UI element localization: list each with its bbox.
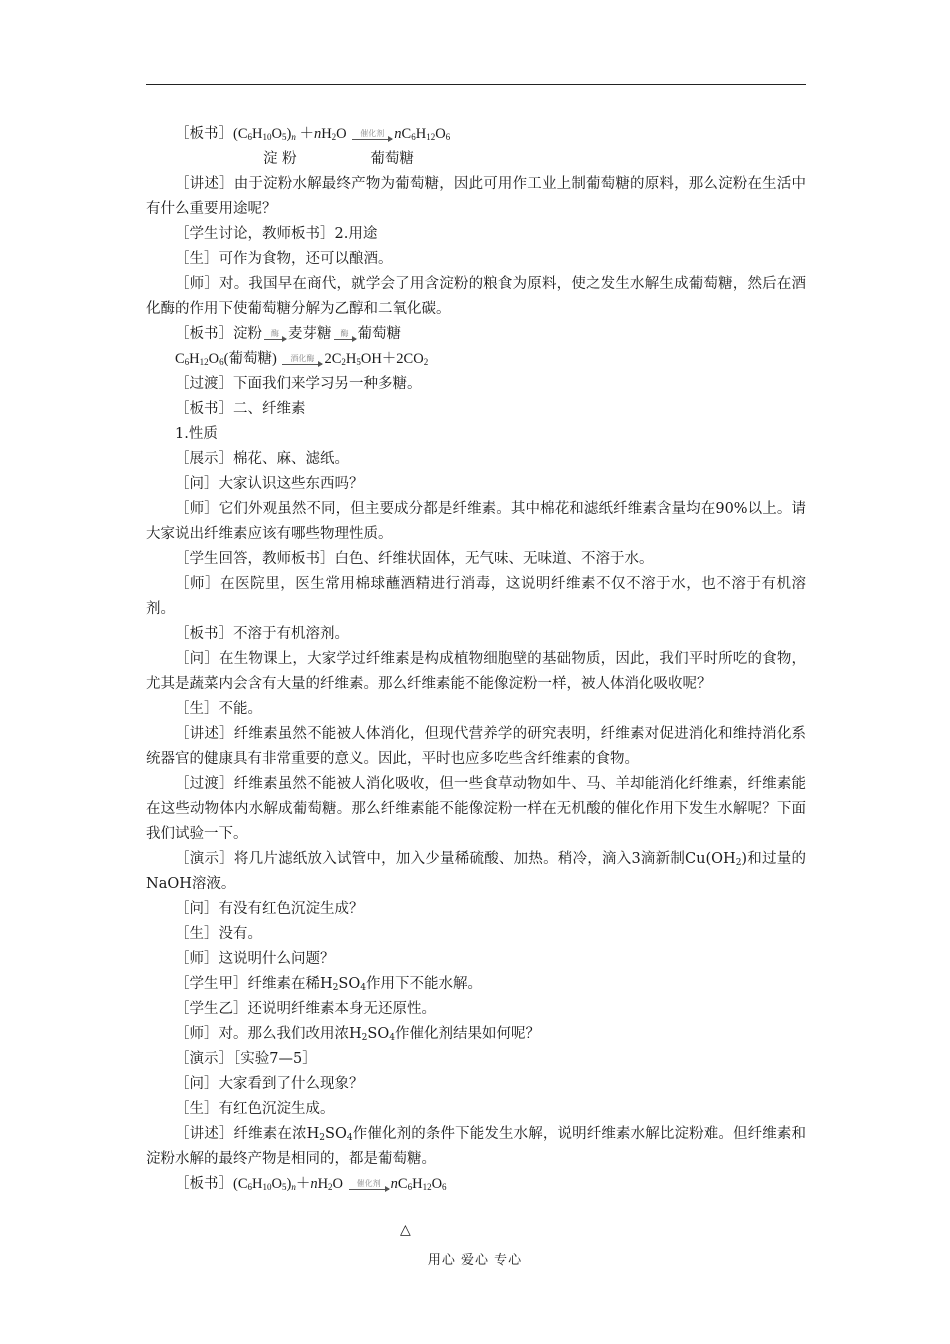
text-line: ［师］这说明什么问题？ xyxy=(175,951,335,967)
text-line: ［生］有红色沉淀生成。 xyxy=(175,1101,335,1117)
text-line: 淀 粉 葡萄糖 xyxy=(263,151,414,167)
equation-line: ［板书$](C_6H_{10}O_5)_n+nH_2O$ 催化剂 $nC_6H_{12}O_6$ xyxy=(175,1176,447,1192)
text-line: ［师］在医院里，医生常用棉球蘸酒精进行消毒，这说明纤维素不仅不溶于水，也不溶于有机溶剂。 xyxy=(146,576,806,617)
reaction-arrow: 催化剂 xyxy=(349,1179,389,1190)
text-line: ［学生乙］还说明纤维素本身无还原性。 xyxy=(175,1001,436,1017)
text-line: ［师］对。我国早在商代，就学会了用含淀粉的粮食为原料，使之发生水解生成葡萄糖，然后在酒化酶的作用下使葡萄糖分解为乙醇和二氧化碳。 xyxy=(146,276,806,317)
page-footer: 用心 爱心 专心 xyxy=(427,1253,523,1268)
reaction-arrow: 催化剂 xyxy=(352,129,392,140)
text-line: ［学生讨论，教师板书］2.用途 xyxy=(175,226,378,242)
text-line: ［师］它们外观虽然不同，但主要成分都是纤维素。其中棉花和滤纸纤维素含量均在90%以上。请大家说出纤维素应该有哪些物理性质。 xyxy=(146,501,806,542)
text-line: ［展示］棉花、麻、滤纸。 xyxy=(175,451,349,467)
text-line: ［讲述］由于淀粉水解最终产物为葡萄糖，因此可用作工业上制葡萄糖的原料，那么淀粉在生活中有什么重要用途呢？ xyxy=(146,176,806,217)
text-line: 1.性质 xyxy=(175,426,218,442)
text-line: ［过渡］下面我们来学习另一种多糖。 xyxy=(175,376,422,392)
reaction-arrow: 酶 xyxy=(334,329,356,340)
text-line: ［师］对。那么我们改用浓$H_2SO_4$作催化剂结果如何呢？ xyxy=(175,1026,540,1043)
document-body xyxy=(146,122,806,1197)
text-line: ［生］不能。 xyxy=(175,701,262,717)
text-line: ［问］大家认识这些东西吗？ xyxy=(175,476,364,492)
text-line: ［讲述］纤维素虽然不能被人体消化，但现代营养学的研究表明，纤维素对促进消化和维持消化系统器官的健康具有非常重要的意义。因此，平时也应多吃些含纤维素的食物。 xyxy=(146,726,806,767)
text-line: ［学生回答，教师板书］白色、纤维状固体，无气味、无味道、不溶于水。 xyxy=(175,551,654,567)
text-line: ［问］大家看到了什么现象？ xyxy=(175,1076,364,1092)
text-line: ［生］可作为食物，还可以酿酒。 xyxy=(175,251,393,267)
heat-symbol: △ xyxy=(400,1222,411,1238)
equation-line: $C_6H_{12}O_6$(葡萄糖) 酒化酶 $2C_2H_5OH+2CO_2$ xyxy=(175,351,429,367)
text-line: ［问］在生物课上，大家学过纤维素是构成植物细胞壁的基础物质，因此，我们平时所吃的食物，尤其是蔬菜内会含有大量的纤维素。那么纤维素能不能像淀粉一样，被人体消化吸收呢？ xyxy=(146,651,806,692)
text-line: ［过渡］纤维素虽然不能被人消化吸收，但一些食草动物如牛、马、羊却能消化纤维素，纤维素能在这些动物体内水解成葡萄糖。那么纤维素能不能像淀粉一样在无机酸的催化作用下发生水解呢？下面我们试验一下。 xyxy=(146,776,806,842)
text-line: ［演示］［实验7—5］ xyxy=(175,1051,317,1067)
header-rule xyxy=(146,84,806,85)
text-line: ［讲述］纤维素在浓$H_2SO_4$作催化剂的条件下能发生水解，说明纤维素水解比淀粉难。但纤维素和淀粉水解的最终产物是相同的，都是葡萄糖。 xyxy=(146,1126,806,1167)
reaction-arrow: 酒化酶 xyxy=(282,354,322,365)
text-line: ［生］没有。 xyxy=(175,926,262,942)
equation-line: ［板书］淀粉 酶 麦芽糖 酶 葡萄糖 xyxy=(175,326,401,342)
text-line: ［问］有没有红色沉淀生成？ xyxy=(175,901,364,917)
text-line: ［板书］不溶于有机溶剂。 xyxy=(175,626,349,642)
equation-line: ［板书$](C_6H_{10}O_5)_n +nH_2O$ 催化剂 $nC_6H_{12}O_6$ xyxy=(175,126,451,142)
text-line: ［板书］二、纤维素 xyxy=(175,401,306,417)
text-line: ［学生甲］纤维素在稀$H_2SO_4$作用下不能水解。 xyxy=(175,976,482,993)
text-line: ［演示］将几片滤纸放入试管中，加入少量稀硫酸、加热。稍冷，滴入3滴新制$Cu(OH_2)$和过量的NaOH溶液。 xyxy=(146,851,806,892)
reaction-arrow: 酶 xyxy=(264,329,286,340)
